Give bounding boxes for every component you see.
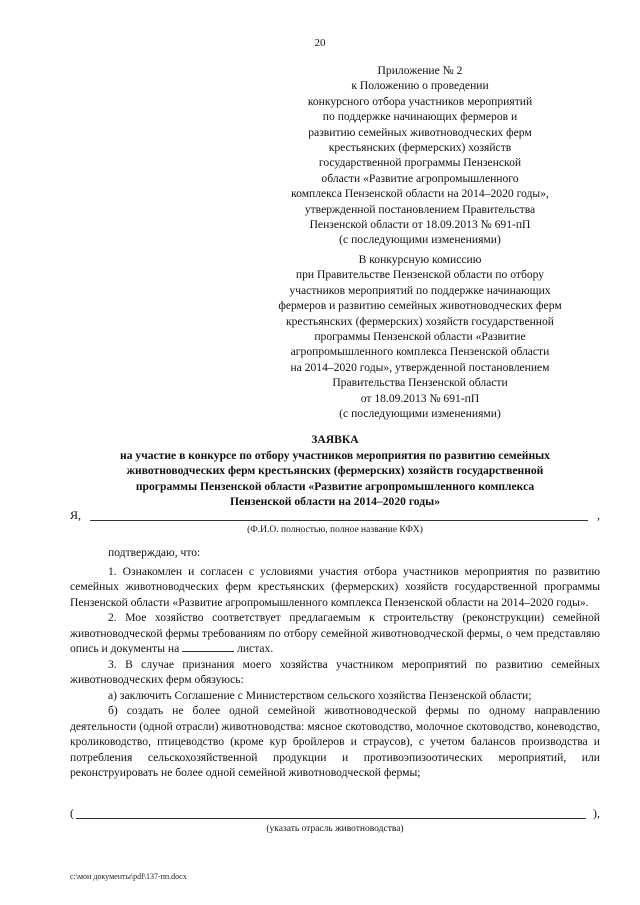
appendix-line: крестьянских (фермерских) хозяйств <box>328 141 512 155</box>
applicant-suffix: , <box>597 508 600 522</box>
branch-suffix: ), <box>593 806 600 820</box>
applicant-name-field[interactable] <box>70 508 600 524</box>
file-path-footer: c:\мои документы\pdf\137-пп.docx <box>70 872 187 881</box>
addressee-line: от 18.09.2013 № 691-пП <box>360 391 480 405</box>
addressee-line: участников мероприятий по поддержке начинающих <box>289 283 551 297</box>
title-line: на участие в конкурсе по отбору участников мероприятия по развитию семейных <box>120 448 550 462</box>
applicant-prefix: Я, <box>70 508 82 522</box>
paragraph-a: а) заключить Соглашение с Министерством сельского хозяйства Пензенской области; <box>108 688 532 702</box>
appendix-line: утвержденной постановлением Правительства <box>304 202 536 216</box>
appendix-block <box>250 63 590 248</box>
appendix-line: области «Развитие агропромышленного <box>321 171 519 185</box>
branch-prefix: ( <box>70 806 74 820</box>
addressee-line: В конкурсную комиссию <box>358 253 482 266</box>
addressee-line: (с последующими изменениями) <box>339 407 501 421</box>
applicant-fill-line[interactable] <box>90 520 588 521</box>
page-number: 20 <box>314 37 326 49</box>
addressee-line: агропромышленного комплекса Пензенской области <box>290 345 550 359</box>
addressee-block <box>250 252 590 421</box>
branch-fill-line[interactable] <box>76 818 586 819</box>
paragraph-3: 3. В случае признания моего хозяйства участником мероприятий по развитию семейных животноводческих ферм обязуюсь: <box>70 657 600 686</box>
application-title <box>70 432 600 510</box>
paragraph-2-end: листах. <box>237 642 274 655</box>
title-line: Пензенской области на 2014–2020 годы» <box>229 495 440 508</box>
paragraph-2 <box>70 610 600 657</box>
applicant-caption: (Ф.И.О. полностью, полное название КФХ) <box>247 525 423 535</box>
application-heading: ЗАЯВКА <box>311 433 359 446</box>
paragraph-b: б) создать не более одной семейной животноводческой фермы по одному направлению деятельности (одной отрасли) животноводства: мясное скотоводство, молочное скотоводство, коневодство, кролиководство, птицеводство (кроме кур бройлеров и страусов), с учетом балансов производства и потребления сельскохозяйственной продукции и противоэпизоотических мероприятий, или реконструировать не более одной семейной животноводческой фермы; <box>70 704 600 779</box>
application-body <box>70 545 600 781</box>
branch-caption: (указать отрасль животноводства) <box>266 824 404 834</box>
appendix-line: государственной программы Пензенской <box>318 156 522 170</box>
appendix-line: Пензенской области от 18.09.2013 № 691-пП <box>309 218 531 232</box>
body-lead: подтверждаю, что: <box>108 546 201 559</box>
sheet-count-blank[interactable] <box>182 641 234 652</box>
appendix-line: развитию семейных животноводческих ферм <box>308 125 532 139</box>
appendix-line: конкурсного отбора участников мероприятий <box>307 94 533 108</box>
title-line: программы Пензенской области «Развитие агропромышленного комплекса <box>135 479 535 493</box>
addressee-line: при Правительстве Пензенской области по отбору <box>295 268 545 282</box>
paragraph-2-text: 2. Мое хозяйство соответствует предлагаемым к строительству (реконструкции) семейной животноводческой фермы требованиям по отбору семейной животноводческой фермы, о чем представляю опись и документы на <box>70 611 600 655</box>
appendix-line: Приложение № 2 <box>377 64 463 77</box>
appendix-line: (с последующими изменениями) <box>339 233 501 247</box>
addressee-line: фермеров и развитию семейных животноводческих ферм <box>278 299 562 313</box>
addressee-line: программы Пензенской области «Развитие <box>314 330 526 344</box>
addressee-line: на 2014–2020 годы», утвержденной постановлением <box>290 360 550 374</box>
livestock-branch-field[interactable] <box>70 806 600 822</box>
title-line: животноводческих ферм крестьянских (фермерских) хозяйств государственной <box>126 464 544 477</box>
appendix-line: по поддержке начинающих фермеров и <box>322 110 518 124</box>
appendix-line: комплекса Пензенской области на 2014–2020 годы», <box>291 187 549 201</box>
paragraph-1: 1. Ознакомлен и согласен с условиями участия отбора участников мероприятия по развитию семейных животноводческих ферм крестьянских (фермерских) хозяйств государственной программы Пензенской области «Развитие агропромышленного комплекса Пензенской области на 2014–2020 годы». <box>70 564 600 609</box>
addressee-line: Правительства Пензенской области <box>332 376 508 390</box>
addressee-line: крестьянских (фермерских) хозяйств государственной <box>285 314 555 328</box>
appendix-line: к Положению о проведении <box>351 79 489 93</box>
